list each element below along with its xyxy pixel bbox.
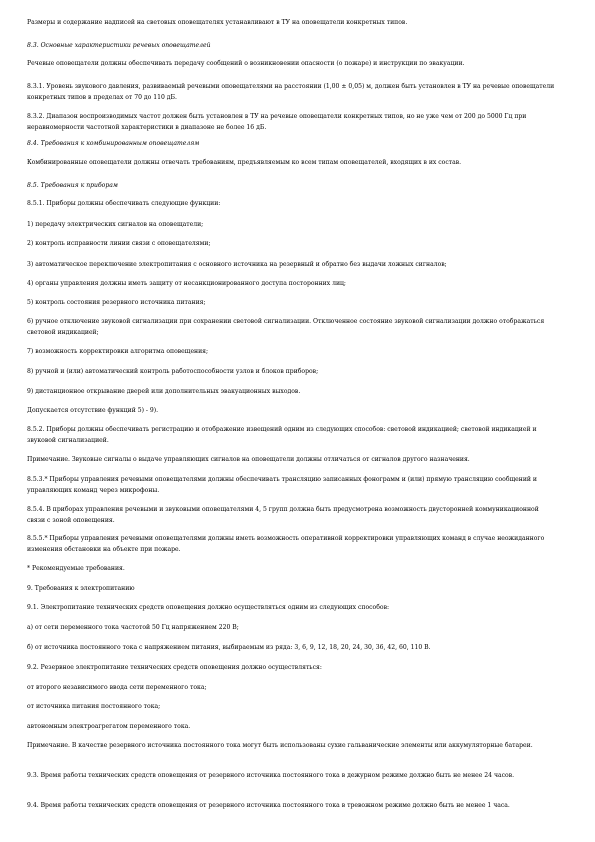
list-item-1: 1) передачу электрических сигналов на оповещатели; [27, 221, 204, 228]
paragraph-combined: Комбинированные оповещатели должны отвечать требованиям, предъявляемым ко всем типам оповещателей, входящих в их состав. [27, 159, 462, 166]
paragraph-9-2: 9.2. Резервное электропитание технических средств оповещения должно осуществляться: [27, 664, 322, 671]
list-item-b: б) от источника постоянного тока с напряжением питания, выбираемым из ряда: 3, 6, 9, 12, 18, 20, 24, 30, 36, 42, 60, 110 В. [27, 644, 431, 651]
paragraph-note-backup: Примечание. В качестве резервного источника постоянного тока могут быть использованы сухие гальванические элементы или аккумуляторные батареи. [27, 742, 533, 749]
paragraph-8-5-4: 8.5.4. В приборах управления речевыми и звуковыми оповещателями 4, 5 групп должна быть предусмотрена возможность двусторонней коммуникационной связи с зоной оповещения. [27, 506, 539, 524]
list-item-9: 9) дистанционное открывание дверей или дополнительных эвакуационных выходов. [27, 388, 301, 395]
paragraph-8-3-2: 8.3.2. Диапазон воспроизводимых частот должен быть установлен в ТУ на речевые оповещатели конкретных типов, но не уже чем от 200 до 5000 Гц при неравномерности частотной характеристики в диапазоне не более 16 дБ. [27, 113, 527, 131]
paragraph-note-sound: Примечание. Звуковые сигналы о выдаче управляющих сигналов на оповещатели должны отличаться от сигналов другого назначения. [27, 456, 470, 463]
paragraph-8-5-1: 8.5.1. Приборы должны обеспечивать следующие функции: [27, 200, 221, 207]
list-item-3: 3) автоматическое переключение электропитания с основного источника на резервный и обратно без выдачи ложных сигналов; [27, 261, 447, 268]
section-heading-8-3: 8.3. Основные характеристики речевых оповещателей [27, 42, 211, 49]
list-item-8: 8) ручной и (или) автоматический контроль работоспособности узлов и блоков приборов; [27, 368, 319, 375]
paragraph-9-4: 9.4. Время работы технических средств оповещения от резервного источника постоянного тока в тревожном режиме должно быть не менее 1 часа. [27, 802, 510, 809]
list-item-dc-source: от источника питания постоянного тока; [27, 703, 161, 710]
section-heading-8-4: 8.4. Требования к комбинированным оповещателям [27, 140, 200, 147]
paragraph-omission: Допускается отсутствие функций 5) - 9). [27, 407, 159, 414]
paragraph-8-5-3: 8.5.3.* Приборы управления речевыми оповещателями должны обеспечивать трансляцию записанных фонограмм и (или) прямую трансляцию сообщений и управляющих команд через микрофоны. [27, 476, 537, 494]
list-item-6: 6) ручное отключение звуковой сигнализации при сохранении световой сигнализации. Отключенное состояние звуковой сигнализации должно отображаться световой индикацией; [27, 318, 545, 336]
list-item-2: 2) контроль исправности линии связи с оповещателями; [27, 240, 211, 247]
paragraph-8-5-5: 8.5.5.* Приборы управления речевыми оповещателями должны иметь возможность оперативной корректировки управляющих команд в случае неожиданного изменения обстановки на объекте при пожаре. [27, 535, 545, 553]
section-heading-9: 9. Требования к электропитанию [27, 585, 135, 592]
list-item-second-input: от второго независимого ввода сети переменного тока; [27, 684, 207, 691]
paragraph-voice-purpose: Речевые оповещатели должны обеспечивать передачу сообщений о возникновении опасности (о пожаре) и инструкции по эвакуации. [27, 60, 465, 67]
section-heading-8-5: 8.5. Требования к приборам [27, 182, 118, 189]
paragraph-9-3: 9.3. Время работы технических средств оповещения от резервного источника постоянного тока в дежурном режиме должно быть не менее 24 часов. [27, 772, 515, 779]
list-item-a: а) от сети переменного тока частотой 50 Гц напряжением 220 В; [27, 624, 239, 631]
list-item-7: 7) возможность корректировки алгоритма оповещения; [27, 348, 209, 355]
paragraph-label-sizes: Размеры и содержание надписей на световых оповещателях устанавливают в ТУ на оповещатели конкретных типов. [27, 19, 408, 26]
list-item-5: 5) контроль состояния резервного источника питания; [27, 299, 206, 306]
paragraph-8-3-1: 8.3.1. Уровень звукового давления, развиваемый речевыми оповещателями на расстоянии (1,00 ± 0,05) м, должен быть установлен в ТУ на речевые оповещатели конкретных типов в пределах от 70 до 110 дБ. [27, 83, 555, 101]
paragraph-8-5-2: 8.5.2. Приборы должны обеспечивать регистрацию и отображение извещений одним из следующих способов: световой индикацией; световой индикацией и звуковой сигнализацией. [27, 426, 537, 444]
list-item-4: 4) органы управления должны иметь защиту от несанкционированного доступа посторонних лиц; [27, 280, 346, 287]
paragraph-recommended: * Рекомендуемые требования. [27, 565, 125, 572]
paragraph-9-1: 9.1. Электропитание технических средств оповещения должно осуществляться одним из следующих способов: [27, 604, 390, 611]
list-item-generator: автономным электроагрегатом переменного тока. [27, 723, 191, 730]
